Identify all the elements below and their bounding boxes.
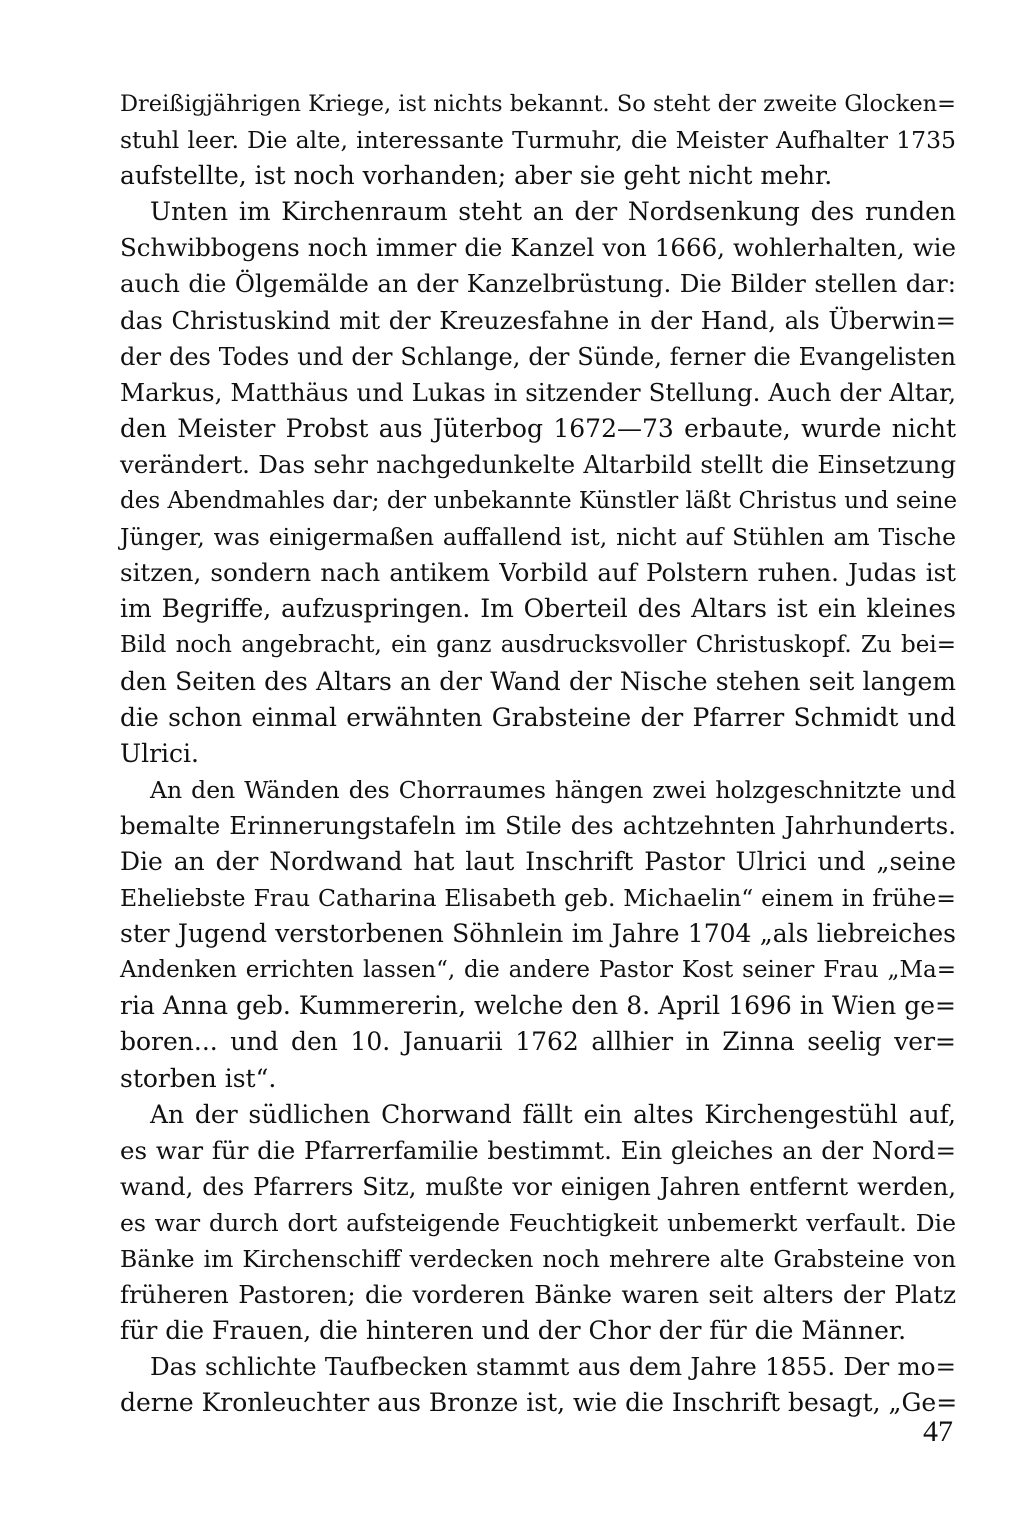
text-line: Unten im Kirchenraum steht an der Nordsenkung des runden	[150, 197, 956, 227]
text-line: für die Frauen, die hinteren und der Chor der für die Männer.	[120, 1316, 907, 1346]
text-line: der des Todes und der Schlange, der Sünde, ferner die Evangelisten	[120, 342, 956, 371]
text-line: es war für die Pfarrerfamilie bestimmt. Ein gleiches an der Nord=	[120, 1135, 956, 1165]
text-line: wand, des Pfarrers Sitz, mußte vor einigen Jahren entfernt werden,	[120, 1172, 956, 1201]
text-line: Andenken errichten lassen“, die andere Pastor Kost seiner Frau „Ma=	[120, 957, 956, 984]
text-line: ster Jugend verstorbenen Söhnlein im Jahre 1704 „als liebreiches	[120, 919, 956, 949]
text-line: An den Wänden des Chorraumes hängen zwei holzgeschnitzte und	[150, 775, 956, 804]
text-line: Eheliebste Frau Catharina Elisabeth geb. Michaelin“ einem in frühe=	[120, 884, 956, 913]
text-line: Dreißigjährigen Kriege, ist nichts bekannt. So steht der zweite Glocken=	[120, 91, 956, 117]
text-line: die schon einmal erwähnten Grabsteine der Pfarrer Schmidt und	[120, 702, 956, 732]
paragraph-3	[120, 772, 956, 1097]
paragraph-4	[120, 1097, 956, 1350]
text-line: den Meister Probst aus Jüterbog 1672—73 erbaute, wurde nicht	[120, 413, 956, 443]
text-line: früheren Pastoren; die vorderen Bänke waren seit alters der Platz	[120, 1280, 956, 1310]
text-line: storben ist“.	[120, 1063, 277, 1093]
text-line: sitzen, sondern nach antikem Vorbild auf Polstern ruhen. Judas ist	[120, 558, 956, 588]
text-line: den Seiten des Altars an der Wand der Nische stehen seit langem	[120, 666, 956, 696]
text-line: auch die Ölgemälde an der Kanzelbrüstung. Die Bilder stellen dar:	[120, 269, 956, 299]
text-line: boren... und den 10. Januarii 1762 allhier in Zinna seelig ver=	[120, 1027, 956, 1057]
text-line: das Christuskind mit der Kreuzesfahne in der Hand, als Überwin=	[120, 305, 956, 335]
page-number: 47	[923, 1415, 953, 1448]
text-line: verändert. Das sehr nachgedunkelte Altarbild stellt die Einsetzung	[120, 449, 956, 479]
body-text	[120, 86, 956, 1421]
text-line: Die an der Nordwand hat laut Inschrift Pastor Ulrici und „seine	[120, 846, 956, 876]
text-line: im Begriffe, aufzuspringen. Im Oberteil des Altars ist ein kleines	[120, 594, 956, 624]
text-line: aufstellte, ist noch vorhanden; aber sie geht nicht mehr.	[120, 161, 833, 191]
text-line: Bänke im Kirchenschiff verdecken noch mehrere alte Grabsteine von	[120, 1245, 956, 1273]
text-line: stuhl leer. Die alte, interessante Turmuhr, die Meister Aufhalter 1735	[120, 126, 956, 155]
text-line: bemalte Erinnerungstafeln im Stile des achtzehnten Jahrhunderts.	[120, 810, 956, 840]
text-line: ria Anna geb. Kummererin, welche den 8. April 1696 in Wien ge=	[120, 991, 956, 1021]
text-line: An der südlichen Chorwand fällt ein altes Kirchengestühl auf,	[150, 1099, 956, 1129]
text-line: des Abendmahles dar; der unbekannte Künstler läßt Christus und seine	[120, 488, 958, 515]
text-line: Das schlichte Taufbecken stammt aus dem Jahre 1855. Der mo=	[150, 1352, 956, 1382]
text-line: es war durch dort aufsteigende Feuchtigkeit unbemerkt verfault. Die	[120, 1208, 956, 1237]
text-line: Ulrici.	[120, 738, 199, 768]
text-line: derne Kronleuchter aus Bronze ist, wie die Inschrift besagt, „Ge=	[120, 1388, 958, 1418]
paragraph-1	[120, 86, 956, 194]
text-line: Schwibbogens noch immer die Kanzel von 1666, wohlerhalten, wie	[120, 233, 956, 263]
paragraph-2	[120, 194, 956, 772]
text-line: Jünger, was einigermaßen auffallend ist, nicht auf Stühlen am Tische	[120, 523, 956, 552]
paragraph-5	[120, 1349, 956, 1421]
text-line: Bild noch angebracht, ein ganz ausdrucksvoller Christuskopf. Zu bei=	[120, 632, 956, 659]
text-line: Markus, Matthäus und Lukas in sitzender Stellung. Auch der Altar,	[120, 377, 956, 407]
